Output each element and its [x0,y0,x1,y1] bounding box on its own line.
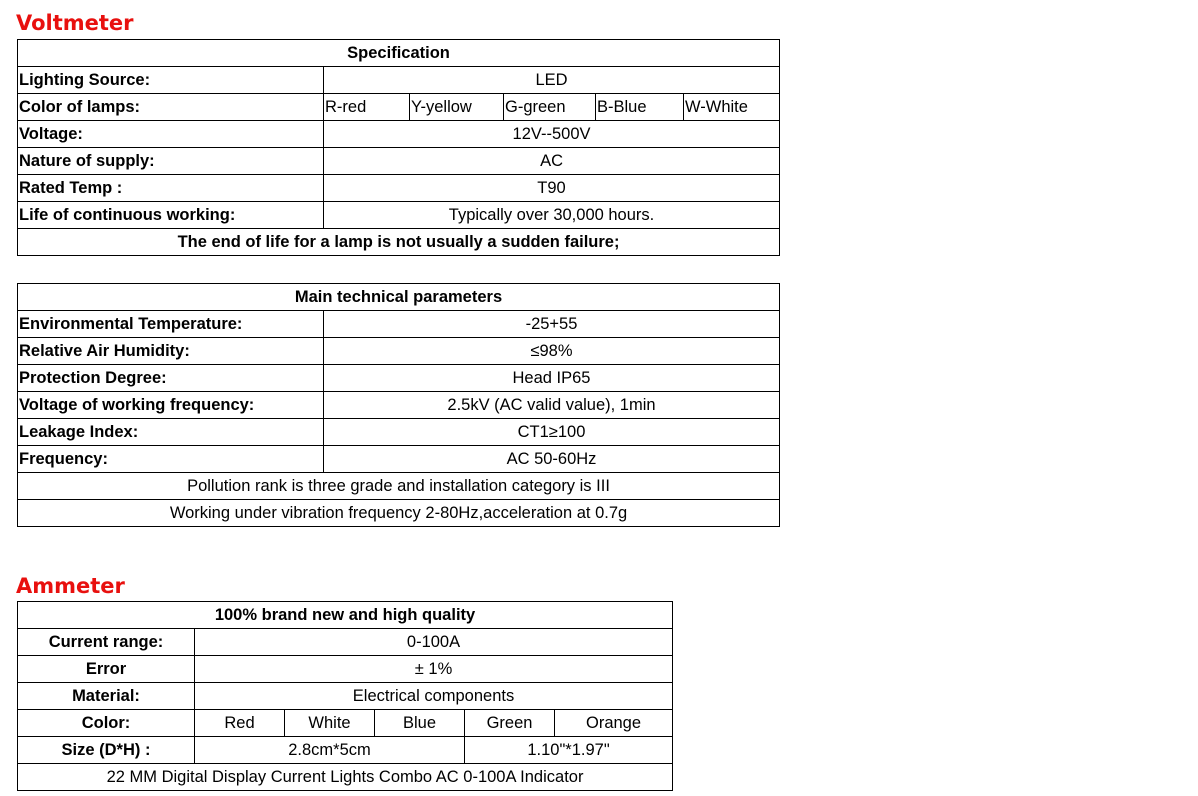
ammeter-table [17,601,673,791]
lamp-color-green: G-green [504,94,596,121]
lamp-color-label: Color of lamps: [18,94,324,121]
param-label: Environmental Temperature: [18,311,324,338]
param-value: AC 50-60Hz [324,446,780,473]
voltmeter-params-table [17,283,780,527]
color-orange: Orange [555,710,673,737]
param-label: Relative Air Humidity: [18,338,324,365]
material-label: Material: [18,683,195,710]
color-label: Color: [18,710,195,737]
error-value: ± 1% [195,656,673,683]
size-cm-value: 2.8cm*5cm [195,737,465,764]
voltage-label: Voltage: [18,121,324,148]
voltmeter-title: Voltmeter [16,11,134,35]
color-blue: Blue [375,710,465,737]
lighting-source-value: LED [324,67,780,94]
ammeter-header: 100% brand new and high quality [18,602,673,629]
material-value: Electrical components [195,683,673,710]
params-header: Main technical parameters [18,284,780,311]
ammeter-footer-note: 22 MM Digital Display Current Lights Combo AC 0-100A Indicator [18,764,673,791]
current-range-value: 0-100A [195,629,673,656]
param-value: 2.5kV (AC valid value), 1min [324,392,780,419]
life-label: Life of continuous working: [18,202,324,229]
ammeter-title: Ammeter [16,574,125,598]
lighting-source-label: Lighting Source: [18,67,324,94]
color-green: Green [465,710,555,737]
voltmeter-spec-table [17,39,780,256]
param-value: Head IP65 [324,365,780,392]
voltage-value: 12V--500V [324,121,780,148]
size-in-value: 1.10"*1.97" [465,737,673,764]
color-red: Red [195,710,285,737]
lamp-color-white: W-White [684,94,780,121]
param-value: -25+55 [324,311,780,338]
lamp-color-red: R-red [324,94,410,121]
rated-temp-value: T90 [324,175,780,202]
lamp-color-blue: B-Blue [596,94,684,121]
size-label: Size (D*H) : [18,737,195,764]
supply-value: AC [324,148,780,175]
param-label: Frequency: [18,446,324,473]
spec-footer-note: The end of life for a lamp is not usually a sudden failure; [18,229,780,256]
pollution-note: Pollution rank is three grade and installation category is III [18,473,780,500]
param-label: Voltage of working frequency: [18,392,324,419]
life-value: Typically over 30,000 hours. [324,202,780,229]
param-value: ≤98% [324,338,780,365]
param-label: Leakage Index: [18,419,324,446]
param-value: CT1≥100 [324,419,780,446]
supply-label: Nature of supply: [18,148,324,175]
error-label: Error [18,656,195,683]
spec-header: Specification [18,40,780,67]
color-white: White [285,710,375,737]
lamp-color-yellow: Y-yellow [410,94,504,121]
rated-temp-label: Rated Temp : [18,175,324,202]
vibration-note: Working under vibration frequency 2-80Hz,acceleration at 0.7g [18,500,780,527]
param-label: Protection Degree: [18,365,324,392]
current-range-label: Current range: [18,629,195,656]
